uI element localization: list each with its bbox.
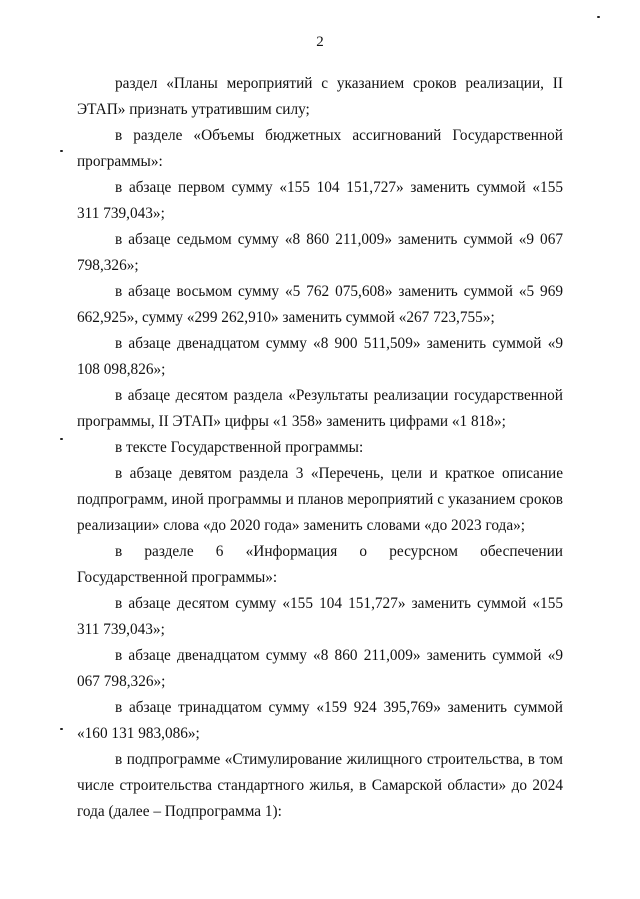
- page-number: 2: [316, 34, 324, 50]
- paragraph: раздел «Планы мероприятий с указанием сроков реализации, II ЭТАП» признать утратившим силу;: [77, 75, 563, 118]
- paragraph: в разделе «Объемы бюджетных ассигнований Государственной программы»:: [77, 127, 563, 170]
- paragraph: в абзаце двенадцатом сумму «8 900 511,509» заменить суммой «9 108 098,826»;: [77, 335, 563, 378]
- paragraph: в абзаце двенадцатом сумму «8 860 211,009» заменить суммой «9 067 798,326»;: [77, 647, 563, 690]
- paragraph: в абзаце девятом раздела 3 «Перечень, цели и краткое описание подпрограмм, иной программы и планов мероприятий с указанием сроков реализации» слова «до 2020 года» заменить словами «до 2023 года»;: [77, 465, 563, 534]
- paragraph: в абзаце десятом раздела «Результаты реализации государственной программы, II ЭТАП» цифры «1 358» заменить цифрами «1 818»;: [77, 387, 563, 430]
- paragraph: в абзаце седьмом сумму «8 860 211,009» заменить суммой «9 067 798,326»;: [77, 231, 563, 274]
- paragraph: в подпрограмме «Стимулирование жилищного строительства, в том числе строительства стандартного жилья, в Самарской области» до 2024 года (далее – Подпрограмма 1):: [77, 751, 563, 820]
- paragraph: в абзаце десятом сумму «155 104 151,727» заменить суммой «155 311 739,043»;: [77, 595, 563, 638]
- scan-speck: [60, 728, 63, 730]
- paragraph: в абзаце первом сумму «155 104 151,727» заменить суммой «155 311 739,043»;: [77, 179, 563, 222]
- paragraph: в абзаце восьмом сумму «5 762 075,608» заменить суммой «5 969 662,925», сумму «299 262,910» заменить суммой «267 723,755»;: [77, 283, 563, 326]
- scan-speck: [597, 16, 600, 18]
- scan-speck: [60, 150, 63, 152]
- scan-speck: [60, 438, 63, 440]
- document-body: [77, 71, 563, 825]
- paragraph: в разделе 6 «Информация о ресурсном обеспечении Государственной программы»:: [77, 543, 563, 586]
- paragraph: в тексте Государственной программы:: [115, 439, 364, 456]
- paragraph: в абзаце тринадцатом сумму «159 924 395,769» заменить суммой «160 131 983,086»;: [77, 699, 563, 742]
